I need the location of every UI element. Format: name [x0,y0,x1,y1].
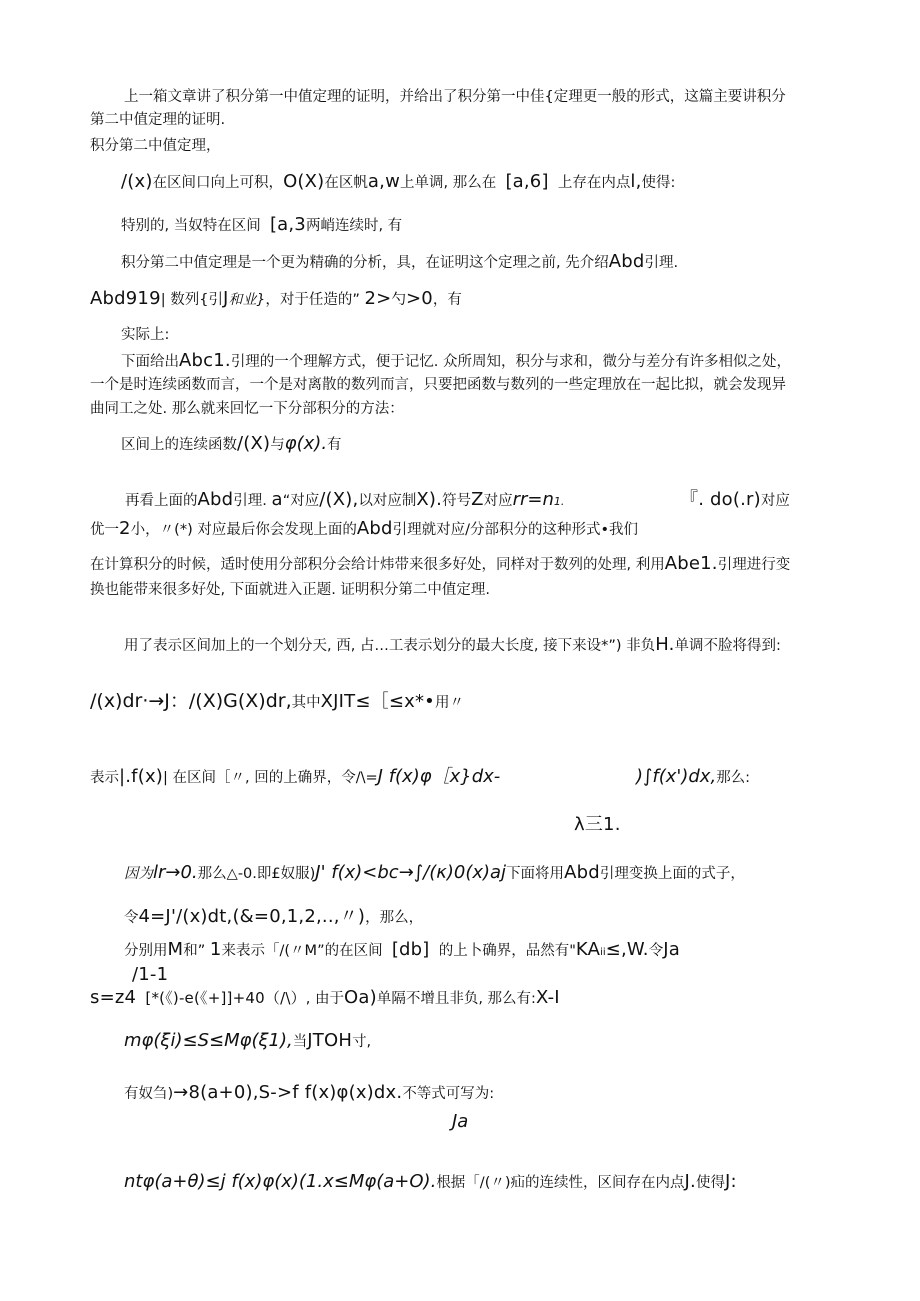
text: 引理就对应/分部积分的这种形式•我们 [392,522,639,538]
text: 换也能带来很多好处, 下面就进入正题. 证明积分第二中值定理. [90,582,491,598]
text: 引理变换上面的式子， [599,866,745,882]
text: 下面给出 [121,354,179,370]
math: ii [600,947,606,958]
math: Abd [608,251,645,272]
paragraph-understanding-line3 [90,399,404,419]
text: | 数列{引 [160,292,223,308]
text: | 在区间［〃, 回的上确界，令/\= [163,770,378,786]
partition-line [124,635,781,656]
math: mφ(ξi)≤S≤Mφ(ξ1), [124,1030,293,1051]
text: 一个是时连续函数而言，一个是对离散的数列而言，只要把函数与数列的一些定理放在一起比拟，就会发现异 [90,377,786,393]
math: /(X), [319,489,359,510]
math: M [167,939,184,960]
math: a,w [367,171,400,192]
math: λ三1. [574,814,621,835]
text: 的上卜确界，品然有" [438,943,576,959]
text: 曲同工之处. 那么就来回忆一下分部积分的方法： [90,401,404,417]
because-line [124,863,745,884]
text: 上单调, 那么在 [400,175,497,191]
supremum-line [90,767,500,788]
text: 下面将用 [506,866,565,882]
text: 单隔不增且非负, 那么有: [376,991,536,1007]
lambda-line [574,815,621,836]
math: X-I [535,987,560,1008]
text: 上一箱文章讲了积分第一中值定理的证明，并给出了积分第一中佳{定理更一般的形式，这篇主要讲积分 [124,89,786,105]
math: Ja [452,1111,469,1132]
limit-formula-line [90,691,464,713]
math: H. [655,634,675,655]
text: 其中 [291,695,321,711]
text: 根据「/(〃)疝的连续性，区间存在内点 [436,1175,685,1191]
math: Abc1. [179,350,231,371]
correspondence-line-right [680,490,790,511]
math: J' f(x)<bc→∫/(κ)0(x)aj [315,862,507,883]
text: 区间上的连续函数 [121,437,237,453]
math: /(X) [237,433,271,454]
text: 令 [124,910,139,926]
math: J [222,288,229,309]
math: 4=J'/(x)dt,(&=0,1,2,..,〃) [138,906,366,927]
text: 对应 [483,493,513,509]
text: 积分第二中值定理， [90,138,221,154]
text: 两峭连续时, 有 [305,218,403,234]
math: lr→0. [153,862,198,883]
text: 那么△-0. [197,866,257,882]
text: 有 [327,437,342,453]
text: 即£奴服) [256,866,316,882]
text: 引理的一个理解方式，便于记忆. 众所周知，积分与求和，微分与差分有许多相似之处， [230,354,792,370]
math: s=z4 [90,987,137,1008]
define-line [124,907,423,928]
text: 第二中值定理的证明. [90,112,226,128]
math: rr=n [512,489,554,510]
math: 『. do(.r) [680,489,761,510]
section-heading-theorem [90,136,221,156]
text: 引理. [233,493,267,509]
text: 上存在内点 [557,175,631,191]
text: 使得: [641,175,676,191]
paragraph-intro-line1 [124,87,786,107]
text: 用了表示区间加上的一个划分天, 西, 占…工表示划分的最大长度, 接下来设*”) 非负 [124,638,656,654]
text: 实际上: [121,327,170,343]
abel-lemma-line [90,289,462,310]
math: |.f(x) [119,766,164,787]
math: /(x)dr·→J：/(X)G(X)dr, [90,690,292,712]
text: 以对应制 [358,493,417,509]
math: Ja [663,939,680,960]
math: O(X) [283,171,325,192]
paragraph-understanding-line2 [90,375,786,395]
text: 表示 [90,770,119,786]
math: X). [416,489,443,510]
math: JTOH [307,1030,353,1051]
benefit-line2 [90,580,490,600]
continuous-functions-line [121,434,342,455]
special-case-line [121,215,402,236]
text: 和业} [228,292,266,308]
math: [db] [391,939,430,960]
text: 在区间口向上可积， [152,175,284,191]
math: a [271,489,283,510]
paragraph-intro-line2 [90,110,225,130]
benefit-line1 [90,554,790,575]
text: 特别的, 当奴特在区间 [121,218,261,234]
text: 使得 [695,1175,725,1191]
text: 单调不脸将得到: [674,638,781,654]
math: J f(x)φ［x}dx- [377,766,501,787]
math: >0 [405,288,433,309]
math: Oa) [344,987,377,1008]
text: ，那么， [365,910,424,926]
text: 对应 [760,493,790,509]
text: 那么: [716,770,751,786]
math: 1. [553,495,565,508]
math: Abd [356,518,393,539]
math: 2 [119,518,131,539]
paragraph-understanding-line1 [121,351,791,372]
text: “对应 [282,493,320,509]
text: 令 [648,943,664,959]
abel-sum-line [90,988,560,1009]
convergence-line [124,1083,494,1104]
abel-intro-line [121,252,678,273]
math: [a,6] [505,171,549,192]
math: )∫f(x')dx, [636,766,717,787]
text: 再看上面的 [125,493,198,509]
text: 有奴刍) [124,1086,174,1102]
supremum-line-right [636,767,750,788]
text: ，对于任造的” [265,292,360,308]
theorem-statement [121,172,675,193]
text: 引理. [644,255,679,271]
math: ≤,W. [605,939,649,960]
text: 因为 [124,866,153,882]
text: 寸, [352,1034,372,1050]
integral-lower-limit [452,1112,468,1133]
text: 分别用 [124,943,168,959]
text: 优一 [90,522,119,538]
math: XJIT≤［≤x*• [320,691,436,712]
text: 不等式可写为: [402,1086,495,1102]
math: φ(x). [284,433,328,454]
math: /(x) [121,171,153,192]
summary-line [90,519,638,540]
text: 当 [292,1034,308,1050]
math: Abe1. [664,553,718,574]
text: 在区帆 [324,175,368,191]
math: l, [630,171,642,192]
correspondence-line [125,490,564,512]
math: 1 [209,939,222,960]
text: 用〃 [435,695,465,711]
text: , 由于 [305,991,344,1007]
sum-upper-limit [132,965,168,986]
text: 来表示「/(〃M”的在区间 [221,943,383,959]
text: 积分第二中值定理是一个更为精确的分析，具，在证明这个定理之前, 先介绍 [121,255,609,271]
math: [a,3 [269,214,306,235]
bounds-line [124,940,680,963]
text: 符号 [442,493,472,509]
inequality-line [124,1031,371,1052]
math: KA [575,939,601,960]
final-line [124,1172,737,1193]
math: [*(《)-e(《+]]+40（/\） [145,989,306,1007]
math: Abd919 [90,288,161,309]
text: 与 [270,437,285,453]
text: 引理进行变 [717,557,791,573]
text: 在计算积分的时候，适时使用分部积分会给计炜带来很多好处，同样对于数列的处理, 利用 [90,557,665,573]
text: 勺 [391,292,406,308]
text: ，有 [432,292,462,308]
math: 2> [364,288,392,309]
math: Abd [564,862,600,883]
math: J: [724,1171,737,1192]
text: 小，〃(*) 对应最后你会发现上面的 [130,522,357,538]
in-fact-line [121,325,169,345]
math: Z [471,489,484,510]
math: Abd [197,489,234,510]
math: /1-1 [132,964,169,985]
math: →8(a+0),S->f f(x)φ(x)dx. [173,1082,403,1103]
math: J. [684,1171,696,1192]
math: ntφ(a+θ)≤j f(x)φ(x)(1.x≤Mφ(a+O). [124,1171,437,1192]
text: 和” [183,943,206,959]
